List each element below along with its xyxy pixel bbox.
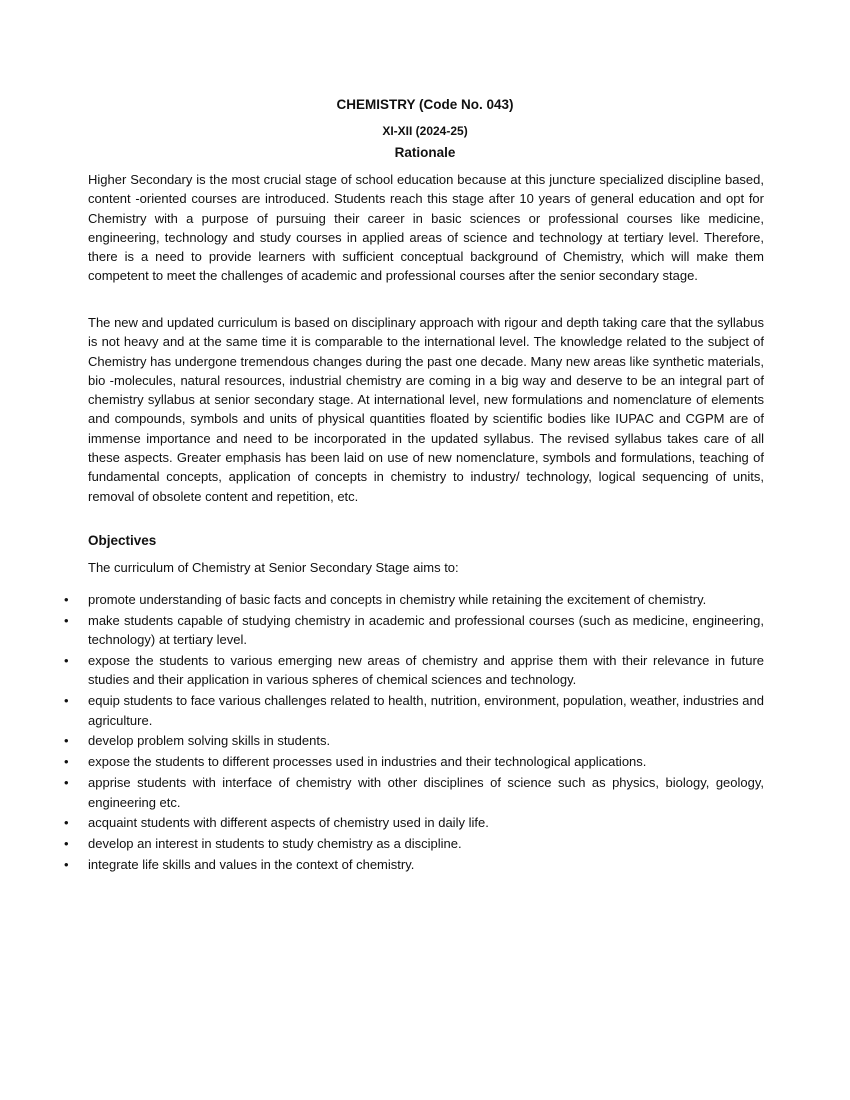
- objective-item: [64, 773, 764, 812]
- bullet-icon: •: [64, 693, 69, 709]
- objective-text: integrate life skills and values in the context of chemistry.: [88, 857, 415, 873]
- bullet-icon: •: [64, 754, 69, 770]
- objective-item: [64, 590, 764, 609]
- bullet-icon: •: [64, 733, 69, 749]
- objective-text: develop an interest in students to study chemistry as a discipline.: [88, 836, 462, 852]
- objective-text: expose the students to various emerging new areas of chemistry and apprise them with their relevance in future studies and their application in various spheres of chemical sciences and technology.: [88, 653, 764, 688]
- bullet-icon: •: [64, 653, 69, 669]
- objective-text: promote understanding of basic facts and concepts in chemistry while retaining the excitement of chemistry.: [88, 592, 707, 607]
- objective-text: make students capable of studying chemistry in academic and professional courses (such as medicine, engineering, technology) at tertiary level.: [88, 612, 764, 648]
- bullet-icon: •: [64, 612, 69, 628]
- objective-text: equip students to face various challenges related to health, nutrition, environment, population, weather, industries and agriculture.: [88, 693, 764, 728]
- objective-item: [64, 651, 764, 690]
- objectives-heading: Objectives: [88, 533, 157, 548]
- bullet-icon: •: [64, 836, 69, 852]
- objective-item: [64, 691, 764, 730]
- objectives-intro: The curriculum of Chemistry at Senior Secondary Stage aims to:: [88, 560, 459, 575]
- objective-item: [64, 813, 764, 832]
- rationale-paragraph-1: Higher Secondary is the most crucial stage of school education because at this juncture specialized discipline based, content -oriented courses are introduced. Students reach this stage after 10 years of general education and opt for Chemistry with a purpose of pursuing their career in basic sciences or professional courses like medicine, engineering, technology and study courses in applied areas of science and technology at tertiary level. Therefore, there is a need to provide learners with sufficient conceptual background of Chemistry, which will make them competent to meet the challenges of academic and professional courses after the senior secondary stage.: [88, 172, 764, 284]
- objective-text: acquaint students with different aspects of chemistry used in daily life.: [88, 815, 489, 831]
- objective-item: [64, 731, 764, 750]
- bullet-icon: •: [64, 857, 69, 873]
- document-subtitle: XI-XII (2024-25): [382, 124, 468, 138]
- objective-text: develop problem solving skills in students.: [88, 733, 331, 749]
- objective-item: [64, 611, 764, 650]
- objective-text: apprise students with interface of chemistry with other disciplines of science such as physics, biology, geology, engineering etc.: [88, 775, 764, 810]
- bullet-icon: •: [64, 592, 69, 607]
- objective-item: [64, 834, 764, 853]
- objective-item: [64, 752, 764, 771]
- bullet-icon: •: [64, 775, 69, 791]
- objective-text: expose the students to different processes used in industries and their technological applications.: [88, 754, 647, 770]
- bullet-icon: •: [64, 815, 69, 831]
- objectives-list: [64, 590, 764, 876]
- rationale-heading: Rationale: [394, 145, 456, 160]
- rationale-paragraph-2: The new and updated curriculum is based on disciplinary approach with rigour and depth taking care that the syllabus is not heavy and at the same time it is comparable to the international level. The knowledge related to the subject of Chemistry has undergone tremendous changes during the past one decade. Many new areas like synthetic materials, bio -molecules, natural resources, industrial chemistry are coming in a big way and deserve to be an integral part of chemistry syllabus at senior secondary stage. At international level, new formulations and nomenclature of elements and compounds, symbols and units of physical quantities floated by scientific bodies like IUPAC and CGPM are of immense importance and need to be incorporated in the updated syllabus. The revised syllabus takes care of all these aspects. Greater emphasis has been laid on use of new nomenclature, symbols and formulations, teaching of fundamental concepts, application of concepts in chemistry to industry/ technology, logical sequencing of units, removal of obsolete content and repetition, etc.: [88, 315, 764, 504]
- objective-item: [64, 855, 764, 874]
- document-title: CHEMISTRY (Code No. 043): [336, 97, 514, 112]
